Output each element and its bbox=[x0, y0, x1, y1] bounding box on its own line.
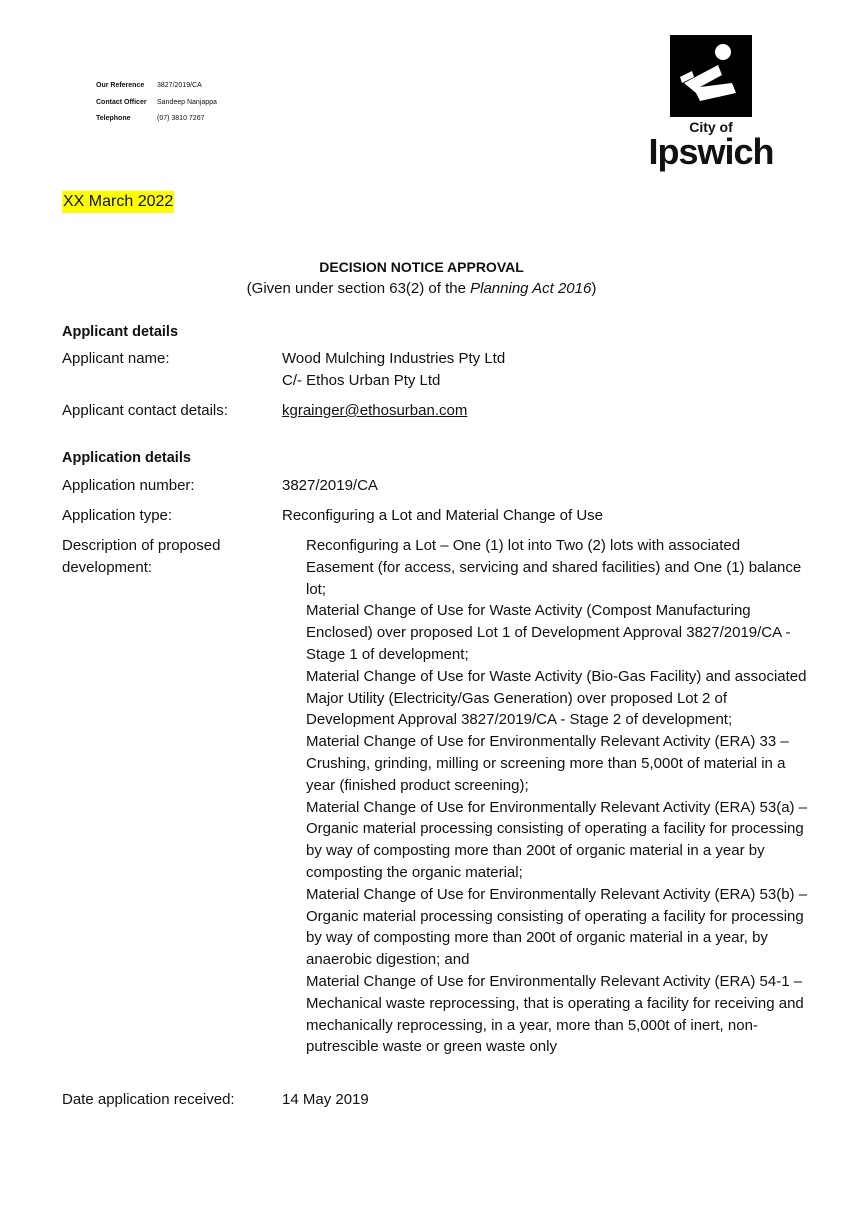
list-item-text: Material Change of Use for Environmentally Relevant Activity (ERA) 33 – Crushing, grinding, milling or screening more than 5,000t of material in a year (finished product screening); bbox=[306, 733, 789, 794]
telephone-label: Telephone bbox=[96, 115, 131, 122]
list-item bbox=[282, 666, 810, 731]
description-label-line2: development: bbox=[62, 559, 153, 576]
description-label-line1: Description of proposed bbox=[62, 537, 221, 554]
list-item-text: Material Change of Use for Waste Activity (Bio-Gas Facility) and associated Major Utility (Electricity/Gas Generation) over proposed Lot 2 of Development Approval 3827/2019/CA - Stage 2 of development; bbox=[306, 667, 807, 729]
letter-date: XX March 2022 bbox=[62, 191, 174, 213]
list-item bbox=[282, 731, 810, 796]
list-item bbox=[282, 971, 810, 1058]
subtitle-prefix: (Given under section 63(2) of the bbox=[246, 280, 471, 297]
applicant-section-title: Applicant details bbox=[62, 324, 179, 340]
list-item-text: Material Change of Use for Environmentally Relevant Activity (ERA) 53(a) – Organic material processing consisting of operating a facility for processing by way of composting more than 200t of organic material in a year by composting the organic material; bbox=[306, 798, 808, 881]
reference-row bbox=[96, 78, 217, 95]
applicant-name-value bbox=[282, 348, 822, 392]
list-item bbox=[282, 884, 810, 971]
applicant-name-label: Applicant name: bbox=[62, 350, 170, 367]
applicant-name-line1: Wood Mulching Industries Pty Ltd bbox=[282, 350, 506, 367]
application-section-title: Application details bbox=[62, 450, 191, 466]
subtitle-act-name: Planning Act 2016 bbox=[470, 280, 592, 297]
list-item-text: Material Change of Use for Environmentally Relevant Activity (ERA) 54-1 – Mechanical waste reprocessing, that is operating a facility for receiving and mechanically reprocessing, in a year, more than 5,000t of inert, non-putrescible waste or green waste only bbox=[306, 972, 804, 1056]
application-number-value: 3827/2019/CA bbox=[282, 477, 378, 494]
description-label bbox=[62, 535, 277, 579]
logo-text-ipswich: Ipswich bbox=[648, 131, 774, 172]
list-item bbox=[282, 535, 810, 600]
description-list bbox=[282, 535, 810, 1058]
contact-officer-row bbox=[96, 95, 217, 112]
logo-text-city-of: City of bbox=[689, 119, 733, 135]
contact-officer-value: Sandeep Nanjappa bbox=[157, 98, 217, 106]
list-item-text: Material Change of Use for Waste Activity (Compost Manufacturing Enclosed) over proposed Lot 1 of Development Approval 3827/2019/CA - Stage 1 of development; bbox=[306, 602, 791, 663]
our-reference-label: Our Reference bbox=[96, 82, 145, 89]
applicant-contact-value bbox=[282, 400, 822, 422]
telephone-row bbox=[96, 111, 217, 128]
contact-officer-label: Contact Officer bbox=[96, 98, 147, 106]
list-item-text: Material Change of Use for Environmentally Relevant Activity (ERA) 53(b) – Organic material processing consisting of operating a facility for processing by way of composting more than 200t of organic material in a year, by anaerobic digestion; and bbox=[306, 885, 808, 969]
list-item bbox=[282, 797, 810, 884]
page-title: DECISION NOTICE APPROVAL bbox=[319, 259, 524, 275]
application-number-label: Application number: bbox=[62, 477, 195, 494]
applicant-email-link[interactable]: kgrainger@ethosurban.com bbox=[282, 402, 468, 419]
application-type-label: Application type: bbox=[62, 507, 173, 524]
applicant-name-line2: C/- Ethos Urban Pty Ltd bbox=[282, 372, 441, 389]
telephone-value: (07) 3810 7267 bbox=[157, 115, 205, 122]
subtitle-suffix: ) bbox=[591, 280, 597, 297]
applicant-contact-label: Applicant contact details: bbox=[62, 402, 228, 419]
list-item-text: Reconfiguring a Lot – One (1) lot into Two (2) lots with associated Easement (for access, servicing and shared facilities) and One (1) balance lot; bbox=[306, 537, 802, 598]
our-reference-value: 3827/2019/CA bbox=[157, 82, 202, 89]
ipswich-i-icon bbox=[670, 35, 752, 117]
list-item bbox=[282, 600, 810, 665]
city-of-ipswich-logo bbox=[638, 35, 784, 177]
date-received-label: Date application received: bbox=[62, 1091, 235, 1108]
page-subtitle bbox=[0, 279, 843, 299]
reference-block bbox=[96, 78, 217, 128]
date-received-value: 14 May 2019 bbox=[282, 1091, 369, 1108]
application-type-value: Reconfiguring a Lot and Material Change of Use bbox=[282, 507, 604, 524]
